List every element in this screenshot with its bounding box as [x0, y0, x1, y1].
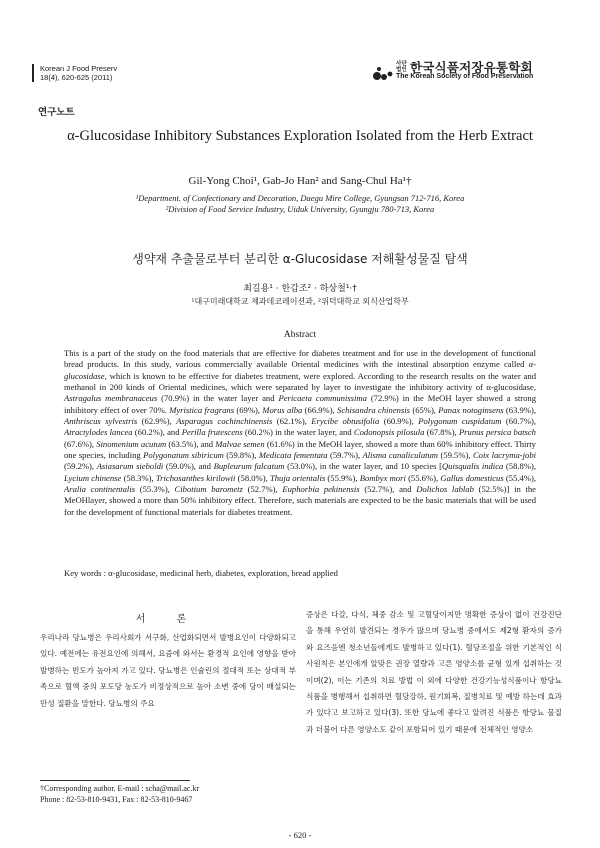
affiliation-korean: ¹대구미래대학교 제과데코레이션과, ²위덕대학교 외식산업학부 [191, 297, 409, 306]
abstract-heading: Abstract [283, 330, 317, 340]
footnote-phone: Phone : 82-53-810-9431, Fax : 82-53-810-9467 [40, 795, 193, 804]
introduction-right-column: 증상은 다갈, 다식, 체중 감소 및 고혈당이지만 명확한 증상이 없이 건강진단을 통해 우연히 발견되는 경우가 많으며 당뇨병 중에서도 제2형 환자의 증가와 요즈음엔 청소년들에게도 발병하고 있다(1). 혈당조절을 위한 기본적인 식사원칙은 본인에게 알맞은 권장 열량과 고른 영양소를 균형 있게 섭취하는 것이며(2), 이는 기존의 치료 방법 이 외에 다양한 건강기능성식품이나 항당뇨 식품을 병행해서 섭취하면 혈당강하, 원기회복, 질병치료 및 예방 하는데 효과가 있다고 보고하고 있다(3). 또한 당뇨에 좋다고 알려진 식품은 항당뇨 물질과 더불어 다른 영양소도 같이 포함되어 있기 때문에 전체적인 영양소 [306, 610, 562, 734]
society-header [372, 58, 572, 84]
journal-citation [32, 64, 117, 82]
society-name-korean: 한국식품저장유통학회 [410, 60, 533, 75]
corresponding-author-footnote [40, 783, 296, 805]
author-list-korean: 최길용¹ · 한갑조² · 하상철¹·† [243, 284, 357, 294]
journal-name: Korean J Food Preserv [40, 64, 118, 73]
introduction-heading: 서 론 [135, 614, 201, 625]
society-name-english: The Korean Society of Food Preservation [396, 73, 534, 80]
footnote-divider [40, 780, 190, 781]
footnote-email: †Corresponding author. E-mail : scha@mail.ac.kr [40, 784, 200, 793]
paper-title-korean: 생약재 추출물로부터 분리한 α-Glucosidase 저해활성물질 탐색 [132, 252, 468, 266]
paper-title: α-Glucosidase Inhibitory Substances Exploration Isolated from the Herb Extract [67, 128, 533, 144]
article-type: 연구노트 [38, 107, 75, 118]
affiliations [40, 193, 560, 215]
introduction-left-column: 우리나라 당뇨병은 우리사회가 서구화, 산업화되면서 발병요인이 다양화되고 있다. 예전에는 유전요인에 의해서, 요즘에 와서는 환경적 요인에 영향을 받아 발병하는 빈도가 높아져 가고 있다. 당뇨병은 인슐린의 절대적 또는 상대적 부족으로 혈액 중의 포도당 농도가 비정상적으로 높아 소변 중에 당이 배설되는 만성 질환을 말한다. 당뇨병의 주요 [40, 633, 296, 708]
society-logo-icon [372, 60, 394, 82]
affiliation-1: ¹Department. of Confectionary and Decoration, Daegu Mire College, Gyungsan 712-716, Korea [135, 193, 465, 203]
page-number: - 620 - [288, 830, 312, 840]
abstract-body: This is a part of the study on the food materials that are effective for diabetes treatment and for use in the development of functional bread products. In this study, various commercially available Oriental medicines with the intestinal absorption enzyme called α-glucosidase, which is known to be effective for diabetes treatment, were explored. According to the research results on the water and methanol in 200 kinds of Oriental medicines, which were separated by layer to investigate the inhibitory activity of α-glucosidase, Astragalus membranaceus (70.9%) in the water layer and Pericaeta communissima (72.9%) in the MeOH layer showed a strong inhibitory effect of over 70%. Myristica fragrans (69%), Morus alba (66.9%), Schisandra chinensis (65%), Panax notoginsens (63.9%), Anthriscus sylvestris (62.9%), Asparagus cochinchinensis (62.1%), Erycibe obtusifolia (60.9%), Polygonum cuspidatum (60.7%), Atractylodes lancea (60.2%), and Perilla frutescens (60.2%) in the water layer, and Codonopsis pilosula (67.8%), Prunus persica batsch (67.6%), Sinomenium acutum (63.5%), and Malvae semen (61.6%) in the MeOH layer, showed a more than 60% inhibitory effect. Thirty one species, including Polygonatum sibiricum (59.8%), Medicata fementata (59.7%), Alisma canaliculatum (59.5%), Coix lacryma-jobi (59.2%), Asiasarum sieboldi (59.0%), and Bupleurum falcatum (53.0%), in the water layer, and 10 species [Quisqualis indica (58.8%), Lycium chinense (58.3%), Trichosanthes kirilowii (58.0%), Thuja orientalis (55.9%), Bombyx mori (55.6%), Gallus domesticus (55.4%), Aralia continentalis (55.3%), Cibotium barometz (52.7%), Euphorbia pekinensis (52.7%), and Dolichos lablab (52.5%)] in the MeOHlayer, showed a more than 50% inhibitory effect. Therefore, such materials are expected to be the basic materials that will be used for the development of functional materials for diabetes treatment. [64, 348, 537, 517]
author-list: Gil-Yong Choi¹, Gab-Jo Han² and Sang-Chul Ha¹† [188, 175, 412, 187]
keywords: Key words : α-glucosidase, medicinal herb, diabetes, exploration, bread applied [64, 568, 338, 578]
journal-volume: 18(4), 620-625 (2011) [40, 73, 113, 82]
society-small-label: 사단 법인 [396, 61, 407, 73]
affiliation-2: ²Division of Food Service Industry, Uiduk University, Gyungju 780-713, Korea [165, 204, 435, 214]
